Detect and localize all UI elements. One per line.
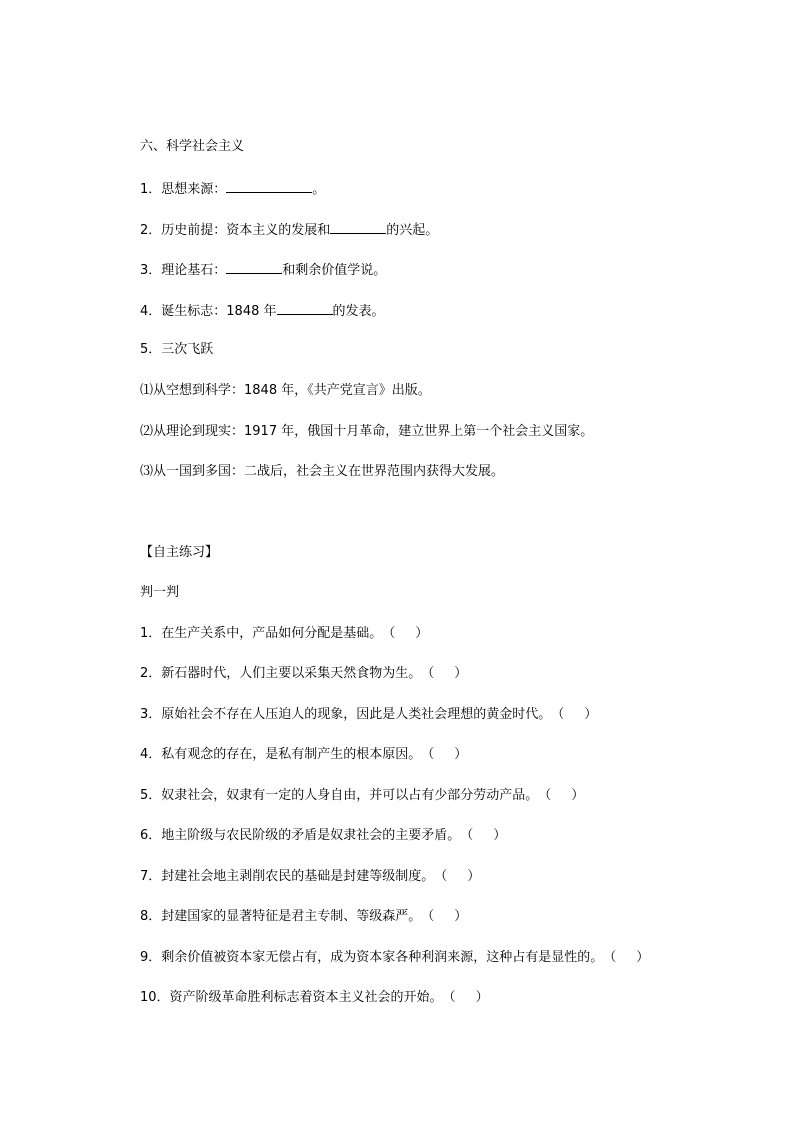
- fill-blank: [330, 221, 386, 234]
- answer-paren-close: ）: [571, 788, 585, 803]
- question-text: 2．新石器时代，人们主要以采集天然食物为生。: [140, 666, 422, 681]
- answer-paren-open: （: [538, 788, 552, 803]
- question-text: 3．原始社会不存在人压迫人的现象，因此是人类社会理想的黄金时代。: [140, 707, 552, 722]
- leap-3: ⑶从一国到多国：二战后，社会主义在世界范围内获得大发展。: [140, 464, 505, 479]
- fill-blank: [277, 302, 333, 315]
- question-9: [140, 950, 649, 966]
- item-text: 的发表。: [332, 304, 385, 319]
- question-text: 1．在生产关系中，产品如何分配是基础。: [140, 626, 383, 641]
- answer-paren-close: ）: [493, 828, 507, 843]
- leap-1: ⑴从空想到科学：1848 年，《共产党宣言》出版。: [140, 383, 431, 398]
- question-5: [140, 788, 584, 804]
- question-text: 4．私有观念的存在，是私有制产生的根本原因。: [140, 747, 422, 762]
- fill-blank: [226, 180, 312, 193]
- item-text: 3．理论基石：: [140, 263, 227, 278]
- answer-paren-open: （: [603, 950, 617, 965]
- item-3: [140, 261, 386, 279]
- question-4: [140, 747, 467, 763]
- question-6: [140, 828, 506, 844]
- question-2: [140, 666, 467, 682]
- leap-2: ⑵从理论到现实：1917 年，俄国十月革命，建立世界上第一个社会主义国家。: [140, 424, 594, 439]
- answer-paren-open: （: [551, 707, 565, 722]
- question-7: [140, 869, 480, 885]
- leaps-title: 5．三次飞跃: [140, 342, 214, 357]
- practice-heading: 【自主练习】: [140, 545, 219, 560]
- question-text: 9．剩余价值被资本家无偿占有，成为资本家各种利润来源，这种占有是显性的。: [140, 950, 604, 965]
- item-1: [140, 180, 325, 198]
- fill-blank: [226, 261, 282, 274]
- answer-paren-open: （: [460, 828, 474, 843]
- question-text: 7．封建社会地主剥削农民的基础是封建等级制度。: [140, 869, 435, 884]
- answer-paren-open: （: [421, 666, 435, 681]
- question-text: 6．地主阶级与农民阶级的矛盾是奴隶社会的主要矛盾。: [140, 828, 461, 843]
- question-1: [140, 626, 428, 642]
- practice-subheading: 判一判: [140, 585, 180, 600]
- answer-paren-close: ）: [636, 950, 650, 965]
- item-text: 2．历史前提：资本主义的发展和: [140, 223, 331, 238]
- answer-paren-open: （: [421, 909, 435, 924]
- item-text: 和剩余价值学说。: [282, 263, 387, 278]
- question-8: [140, 909, 467, 925]
- section-heading: 六、科学社会主义: [140, 139, 245, 154]
- question-text: 5．奴隶社会，奴隶有一定的人身自由，并可以占有少部分劳动产品。: [140, 788, 539, 803]
- item-4: [140, 302, 385, 320]
- question-10: [140, 990, 489, 1006]
- item-text: 。: [312, 182, 326, 197]
- answer-paren-open: （: [382, 626, 396, 641]
- answer-paren-close: ）: [454, 666, 468, 681]
- question-text: 10．资产阶级革命胜利标志着资本主义社会的开始。: [140, 990, 443, 1005]
- question-text: 8．封建国家的显著特征是君主专制、等级森严。: [140, 909, 422, 924]
- answer-paren-close: ）: [467, 869, 481, 884]
- answer-paren-close: ）: [415, 626, 429, 641]
- answer-paren-open: （: [434, 869, 448, 884]
- answer-paren-open: （: [442, 990, 456, 1005]
- item-text: 1．思想来源：: [140, 182, 227, 197]
- answer-paren-close: ）: [584, 707, 598, 722]
- item-text: 的兴起。: [386, 223, 439, 238]
- answer-paren-close: ）: [454, 747, 468, 762]
- answer-paren-open: （: [421, 747, 435, 762]
- answer-paren-close: ）: [454, 909, 468, 924]
- item-2: [140, 221, 438, 239]
- question-3: [140, 707, 597, 723]
- answer-paren-close: ）: [475, 990, 489, 1005]
- item-text: 4．诞生标志：1848 年: [140, 304, 277, 319]
